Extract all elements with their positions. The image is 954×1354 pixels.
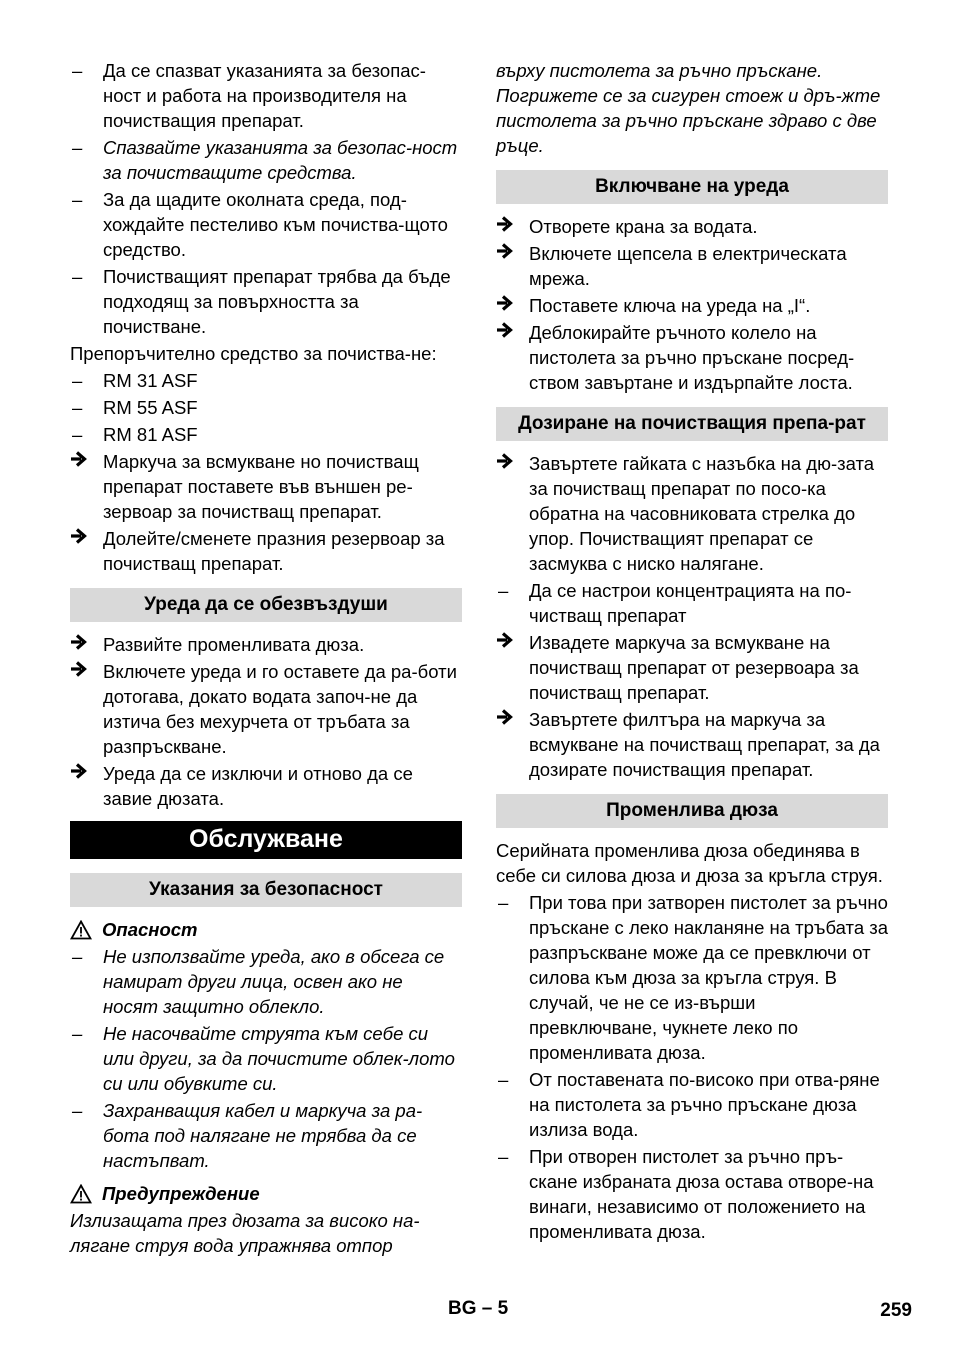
list-item [496,1067,888,1142]
arrow-right-icon [70,660,88,678]
step-item [496,214,888,239]
step-item [70,449,462,524]
dash-bullet: – [498,1146,509,1167]
section-heading-deaerate: Уреда да се обезвъздуши [70,588,462,622]
steps-list [70,449,462,576]
nozzle-paragraph: Серийната променлива дюза обединява в себе си силова дюза и дюза за кръгла струя. [496,840,883,886]
item-text: Маркуча за всмукване но почистващ препарат поставете във външен ре-зервоар за почистващ препарат. [103,451,419,522]
item-text: Отворете крана за водата. [529,216,758,237]
item-text: При това при затворен пистолет за ръчно пръскане с леко накланяне на тръбата за разпръскване може да се превключи от силова към дюза за кръгла струя. В случай, че не се из-върши превключване, чукнете леко по променливата дюза. [529,892,889,1063]
item-text: Завъртете филтъра на маркуча за всмукване на почистващ препарат, за да дозирате почистващия препарат. [529,709,880,780]
item-text: RM 81 ASF [103,424,198,445]
arrow-bullet [496,321,526,339]
item-text: Включете щепсела в електрическата мрежа. [529,243,847,289]
item-text: Завъртете гайката с назъбка на дю-зата за почистващ препарат по посо-ка обратна на часовниковата стрелка до упор. Почистващият препарат се засмуква с ниско налягане. [529,453,875,574]
list-item [496,1144,888,1244]
product-item [70,368,462,393]
item-text: RM 55 ASF [103,397,198,418]
section-heading-switch-on: Включване на уреда [496,170,888,204]
step-item [70,526,462,576]
item-text: Долейте/сменете празния резервоар за почистващ препарат. [103,528,445,574]
dosing-steps [496,451,888,782]
arrow-bullet [70,660,100,678]
danger-item [70,1098,462,1173]
step-item [70,659,462,759]
item-text: Включете уреда и го оставете да ра-боти дотогава, докато водата започ-не да изтича без мехурчета от тръбата за разпръскване. [103,661,457,757]
section-heading-dosing: Дозиране на почистващия препа-рат [496,407,888,441]
arrow-bullet [70,450,100,468]
item-text: Поставете ключа на уреда на „I“. [529,295,811,316]
list-item [496,890,888,1065]
item-text: За да щадите околната среда, под-хождайте пестеливо към почиства-щото средство. [103,189,448,260]
danger-list [70,944,462,1173]
step-item [70,761,462,811]
arrow-right-icon [70,762,88,780]
dash-bullet: – [498,580,509,601]
arrow-bullet [70,527,100,545]
danger-label: Опасност [102,919,198,940]
section-heading-safety: Указания за безопасност [70,873,462,907]
arrow-right-icon [70,633,88,651]
warning-label: Предупреждение [102,1183,260,1204]
dash-bullet: – [72,370,83,391]
arrow-right-icon [496,215,514,233]
recommended-paragraph: Препоръчително средство за почиства-не: [70,343,437,364]
warning-text-continued: върху пистолета за ръчно пръскане. Погрижете се за сигурен стоеж и дръ-жте пистолета за ръчно пръскане здраво с две ръце. [496,60,881,156]
item-text: Захранващия кабел и маркуча за ра-бота под налягане не трябва да се настъпват. [103,1100,423,1171]
warning-triangle-icon [70,1184,92,1204]
warning-text: Излизащата през дюзата за високо на-лягане струя вода упражнява отпор [70,1210,420,1256]
dash-bullet: – [72,137,83,158]
switch-on-steps [496,214,888,395]
arrow-bullet [496,215,526,233]
item-text: RM 31 ASF [103,370,198,391]
dash-bullet: – [498,1069,509,1090]
right-column [496,58,888,1246]
arrow-bullet [496,631,526,649]
arrow-bullet [496,294,526,312]
nozzle-list [496,890,888,1244]
dash-bullet: – [72,946,83,967]
arrow-bullet [496,452,526,470]
item-text: Почистващият препарат трябва да бъде подходящ за повърхността за почистване. [103,266,451,337]
dash-bullet: – [498,892,509,913]
item-text: Извадете маркуча за всмукване на почистващ препарат от резервоара за почистващ препарат. [529,632,859,703]
item-text: Не използвайте уреда, ако в обсега се намират други лица, освен ако не носят защитно облекло. [103,946,445,1017]
item-text: При отворен пистолет за ръчно пръ-скане избраната дюза остава отворе-на винаги, независимо от положението на променливата дюза. [529,1146,874,1242]
item-text: Да се настрои концентрацията на по-чистващ препарат [529,580,852,626]
step-item [496,320,888,395]
arrow-bullet [496,708,526,726]
deaerate-steps [70,632,462,811]
dash-bullet: – [72,60,83,81]
danger-item [70,944,462,1019]
dash-bullet: – [72,1100,83,1121]
item-text: Спазвайте указанията за безопас-ност за почистващите средства. [103,137,458,183]
list-item [70,264,462,339]
arrow-right-icon [70,450,88,468]
left-column [70,58,462,1260]
product-item [70,422,462,447]
list-item [70,58,462,133]
item-text: Уреда да се изключи и отново да се завие дюзата. [103,763,413,809]
list-item [70,135,462,185]
step-item [70,632,462,657]
arrow-bullet [70,633,100,651]
arrow-right-icon [496,631,514,649]
step-item [496,293,888,318]
arrow-right-icon [496,242,514,260]
arrow-right-icon [496,452,514,470]
intro-list [70,58,462,339]
dash-bullet: – [72,397,83,418]
dash-bullet: – [72,189,83,210]
dash-bullet: – [72,1023,83,1044]
dash-bullet: – [72,266,83,287]
arrow-bullet [70,762,100,780]
arrow-right-icon [496,294,514,312]
page-number: 259 [880,1300,912,1321]
product-list [70,368,462,447]
step-item [496,451,888,576]
arrow-bullet [496,242,526,260]
product-item [70,395,462,420]
footer-section-label: BG – 5 [448,1298,509,1319]
section-heading-nozzle: Променлива дюза [496,794,888,828]
list-item [70,187,462,262]
warning-heading [70,1181,462,1206]
step-item [496,707,888,782]
arrow-right-icon [496,708,514,726]
step-item [496,578,888,628]
danger-item [70,1021,462,1096]
item-text: Не насочвайте струята към себе си или други, за да почистите облек-лото си или обувките си. [103,1023,455,1094]
step-item [496,241,888,291]
arrow-right-icon [496,321,514,339]
chapter-heading: Обслужване [70,821,462,859]
item-text: Развийте променливата дюза. [103,634,365,655]
item-text: Деблокирайте ръчното колело на пистолета за ръчно пръскане посред-ством завъртане и издърпайте лоста. [529,322,855,393]
step-item [496,630,888,705]
danger-heading [70,917,462,942]
warning-triangle-icon [70,920,92,940]
arrow-right-icon [70,527,88,545]
dash-bullet: – [72,424,83,445]
item-text: От поставената по-високо при отва-ряне на пистолета за ръчно пръскане дюза излиза вода. [529,1069,880,1140]
item-text: Да се спазват указанията за безопас-ност и работа на производителя на почистващия препарат. [103,60,426,131]
